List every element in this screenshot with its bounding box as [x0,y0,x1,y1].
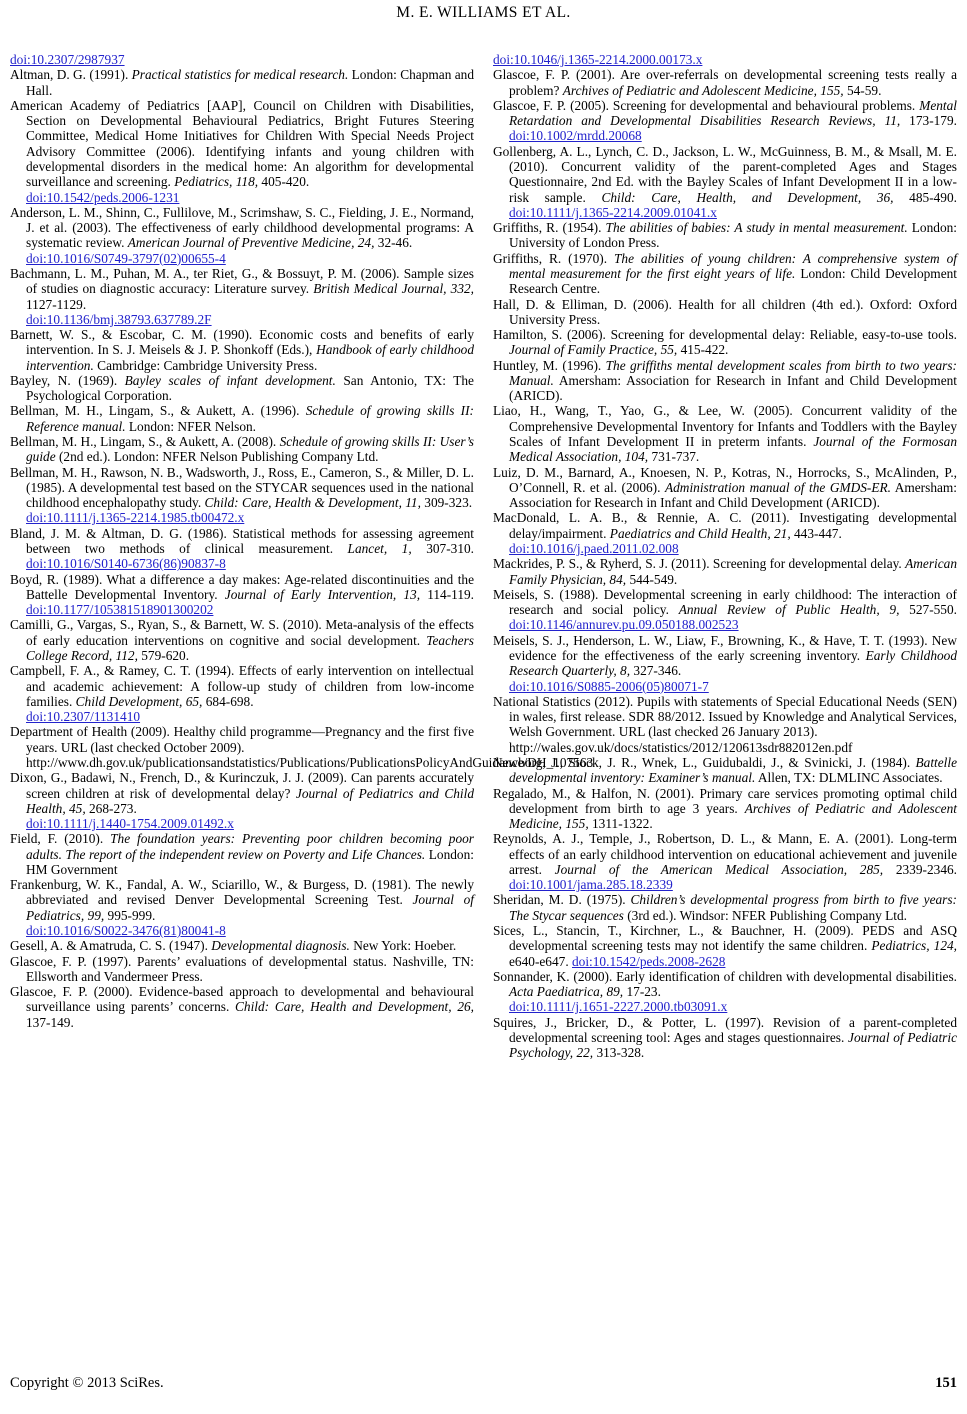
reference-text: 1311-1322. [588,816,653,832]
reference-title-italic: Child Development, 65, [75,693,203,709]
reference-text: Sices, L., Stancin, T., Kirchner, L., & Bauchner, H. (2009). PEDS and ASQ developmental screening tests may not identify the same children. [493,923,957,954]
reference-entry [10,572,474,618]
reference-title-italic: Early Childhood Research Quarterly, 8, [509,647,958,679]
reference-text: 443-447. [790,525,842,541]
reference-entry [10,403,474,434]
reference-entry [493,892,957,923]
reference-title-italic: American Journal of Preventive Medicine, 24, [127,235,375,251]
reference-text: London: Chapman and Hall. [26,67,474,98]
copyright-notice: Copyright © 2013 SciRes. [10,1375,164,1391]
reference-entry [493,633,957,694]
reference-text: Boyd, R. (1989). What a difference a day makes: Age-related discontinuities and the Battelle Developmental Inventory. [10,571,474,602]
reference-text: 544-549. [626,571,678,587]
reference-text: Reynolds, A. J., Temple, J., Robertson, D. L., & Mann, E. A. (2001). Long-term effects of an early childhood intervention on educational achievement and juvenile arrest. [493,831,957,877]
reference-text: 527-550. [899,602,957,618]
reference-entry [10,373,474,404]
doi-continuation-line [10,52,474,67]
reference-title-italic: Handbook of early childhood intervention. [26,342,474,373]
reference-entry [493,251,957,297]
page-footer [10,1375,957,1392]
doi-link[interactable]: doi:10.1016/S0749-3797(02)00655-4 [26,250,226,266]
reference-text: Glascoe, F. P. (2001). Are over-referrals on developmental screening tests really a problem? [493,67,957,98]
reference-title-italic: Journal of the American Medical Association, 285, [554,861,884,877]
reference-title-italic: Bayley scales of infant development. [124,372,336,388]
reference-title-italic: Children’s developmental progress from birth to five years: The Stycar sequences [509,892,957,923]
reference-text: Bellman, M. H., Lingam, S., & Aukett, A. (2008). [10,434,280,450]
doi-link[interactable]: doi:10.1136/bmj.38793.637789.2F [26,311,212,327]
reference-entry [10,98,474,205]
reference-text: Luiz, D. M., Barnard, A., Knoesen, N. P., Kotras, N., Horrocks, S., McAlinden, P., O’Connell, R. et al. (2006). [493,464,957,495]
reference-title-italic: Pediatrics, 124, [871,938,958,954]
reference-title-italic: Journal of Pediatric Psychology, 22, [509,1030,957,1061]
reference-title-italic: Journal of Family Practice, 55, [509,342,678,358]
reference-text: Griffiths, R. (1954). [493,220,606,236]
reference-entry [493,923,957,969]
reference-text: Frankenburg, W. K., Fandal, A. W., Sciarillo, W., & Burgess, D. (1981). The newly abbreviated and revised Denver Developmental Screening Test. [10,877,474,908]
reference-title-italic: Child: Care, Health, and Development, 36, [601,189,894,205]
reference-text: Amersham: Association for Research in Infant and Child Development (ARICD). [509,479,958,511]
reference-text: London: HM Government [26,846,474,877]
reference-entry [493,327,957,358]
reference-entry [493,786,957,832]
doi-link[interactable]: doi:10.1001/jama.285.18.2339 [509,877,673,893]
reference-text: 54-59. [843,82,882,98]
reference-text: 32-46. [374,235,413,251]
reference-entry [10,938,474,953]
reference-text: Bellman, M. H., Lingam, S., & Aukett, A. (1996). [10,403,306,419]
reference-text: London: Child Development Research Centre. [509,265,957,297]
reference-text: Glascoe, F. P. (1997). Parents’ evaluations of developmental status. Nashville, TN: Ellsworth and Vandermeer Press. [10,953,474,984]
reference-entry [493,465,957,511]
reference-url: http://wales.gov.uk/docs/statistics/2012/120613sdr882012en.pdf [509,739,853,755]
doi-link[interactable]: doi:10.1111/j.1651-2227.2000.tb03091.x [509,999,728,1015]
reference-entry [493,67,957,98]
reference-text: 485-490. [893,189,957,205]
reference-entry [10,724,594,770]
reference-title-italic: Journal of Early Intervention, 13, [224,586,421,602]
reference-text: (2nd ed.). London: NFER Nelson Publishing Company Ltd. [55,449,379,465]
reference-title-italic: Battelle developmental inventory: Examiner’s manual. [509,754,957,786]
reference-text: 2339-2346. [883,861,957,877]
reference-text: Altman, D. G. (1991). [10,67,132,83]
reference-title-italic: Child: Care, Health & Development, 11, [204,495,421,511]
reference-text: 307-310. [411,541,475,556]
reference-entry [493,969,957,1015]
doi-continuation-line [493,52,957,67]
reference-title-italic: Schedule of growing skills II: Reference manual. [26,403,474,434]
reference-text: Glascoe, F. P. (2000). Evidence-based approach to developmental and behavioural surveillance using parents’ concerns. [10,984,474,1015]
reference-text: Gesell, A. & Amatruda, C. S. (1947). [10,938,212,954]
reference-text: New York: Hoeber. [349,938,457,954]
reference-text: 731-737. [648,449,700,465]
reference-title-italic: Schedule of growing skills II: User’s guide [26,434,474,465]
reference-entry [10,770,474,831]
reference-entry [493,144,957,220]
reference-text: (3rd ed.). Windsor: NFER Publishing Company Ltd. [623,907,908,923]
doi-link[interactable]: doi:10.2307/1131410 [26,709,141,725]
doi-link[interactable]: doi:10.1177/105381518901300202 [26,602,214,618]
reference-text: 313-328. [593,1045,645,1061]
reference-text: Campbell, F. A., & Ramey, C. T. (1994). Effects of early intervention on intellectual and academic achievement: A follow-up study of children from low-income families. [10,663,474,709]
reference-text: Newborg, J., Stock, J. R., Wnek, L., Guidubaldi, J., & Svinicki, J. (1984). [493,754,916,770]
reference-entry [493,297,957,328]
reference-text: Glascoe, F. P. (2005). Screening for developmental and behavioural problems. [493,97,920,113]
reference-text: Camilli, G., Vargas, S., Ryan, S., & Barnett, W. S. (2010). Meta-analysis of the effects of early education interventions on cognitive and social development. [10,617,474,648]
reference-text: San Antonio, TX: The Psychological Corporation. [26,372,474,404]
reference-text: Dixon, G., Badawi, N., French, D., & Kurinczuk, J. J. (2009). Can parents accurately screen children at risk of developmental delay? [10,770,474,801]
doi-link[interactable]: doi:10.1111/j.1440-1754.2009.01492.x [26,816,234,832]
reference-title-italic: Journal of Pediatrics and Child Health, 45, [26,785,474,816]
reference-title-italic: Administration manual of the GMDS-ER. [664,479,891,495]
reference-text: London: University of London Press. [509,220,958,251]
reference-text: Amersham: Association for Research in Infant and Child Development (ARICD). [509,372,957,404]
reference-text: Hall, D. & Elliman, D. (2006). Health for all children (4th ed.). Oxford: Oxford University Press. [493,296,957,327]
reference-text: Meisels, S. (1988). Developmental screening in early childhood: The interaction of research and social policy. [493,586,957,618]
doi-link[interactable]: doi:10.1016/S0885-2006(05)80071-7 [509,678,709,694]
reference-text: 1127-1129. [26,296,87,312]
doi-link[interactable]: doi:10.1542/peds.2006-1231 [26,189,180,205]
reference-text: Bellman, M. H., Rawson, N. B., Wadsworth, J., Ross, E., Cameron, S., & Miller, D. L. (1985). A developmental test based on the STYCAR sequences used in the national childhood encephalopathy study. [10,464,474,511]
reference-text: 268-273. [85,800,137,816]
reference-text: Liao, H., Wang, T., Yao, G., & Lee, W. (2005). Concurrent validity of the Comprehensive Developmental Inventory for Infants and Toddlers with the Bayley Scales of Infant Development II in preterm infants. [493,403,957,450]
reference-entry [10,465,474,526]
reference-entry [10,67,474,98]
reference-text: 684-698. [202,693,254,709]
reference-text: Gollenberg, A. L., Lynch, C. D., Jackson, L. W., McGuinness, B. M., & Msall, M. E. (2010). Concurrent validity of the parent-completed Ages and Stages Questionnaire, 2nd Ed. with the Bayley Scales of Infant Development II in a low-risk sample. [493,143,957,205]
reference-title-italic: Teachers College Record, 112, [26,632,474,663]
doi-link[interactable]: doi:10.1111/j.1365-2214.1985.tb00472.x [26,510,245,526]
doi-link[interactable]: doi:10.1146/annurev.pu.09.050188.002523 [509,617,739,633]
reference-text: 17-23. [623,984,661,1000]
reference-text: American Academy of Pediatrics [AAP], Council on Children with Disabilities, Section on Developmental Behavioural Pediatrics, Bright Futures Steering Committee, Medical Home Initiatives for Children With Special Needs Project Advisory Committee (2006). Identifying infants and young children with developmental disorders in the medical home: An algorithm for developmental surveillance and screening. [10,97,474,190]
reference-title-italic: Developmental diagnosis. [211,938,350,954]
reference-entry [10,663,474,724]
reference-title-italic: Pediatrics, 118, [174,174,259,190]
reference-title-italic: Child: Care, Health and Development, 26, [235,999,474,1015]
reference-title-italic: Practical statistics for medical research. [131,67,349,83]
reference-text: 405-420. [258,174,310,190]
reference-url: http://www.dh.gov.uk/publicationsandstatistics/Publications/PublicationsPolicyAndGuidance/DH_107563 [26,754,594,770]
reference-title-italic: Archives of Pediatric and Adolescent Medicine, 155, [509,800,957,832]
reference-text: 327-346. [630,663,682,679]
reference-title-italic: Lancet, 1, [347,541,412,556]
reference-text: Mackrides, P. S., & Ryherd, S. J. (2011). Screening for developmental delay. [493,556,906,572]
reference-title-italic: British Medical Journal, 332, [313,281,474,297]
reference-text: Cambridge: Cambridge University Press. [93,357,318,373]
reference-entry [493,587,957,633]
reference-entry [10,984,474,1030]
doi-link[interactable]: doi:10.1111/j.1365-2214.2009.01041.x [509,204,717,220]
reference-title-italic: The abilities of young children: A comprehensive system of mental measurement for the first eight years of life. [509,250,957,281]
reference-title-italic: The abilities of babies: A study in mental measurement. [605,220,908,236]
reference-text: 309-323. [420,495,473,511]
reference-title-italic: Mental Retardation and Developmental Disabilities Research Reviews, 11, [509,97,957,129]
reference-entry [10,266,474,327]
reference-entry [10,877,474,938]
reference-text: Bayley, N. (1969). [10,372,125,388]
reference-entry [10,205,474,266]
reference-text: Allen, TX: DLMLINC Associates. [755,770,943,786]
reference-title-italic: American Family Physician, 84, [509,556,957,587]
reference-entry [493,358,957,404]
reference-text: Bachmann, L. M., Puhan, M. A., ter Riet, G., & Bossuyt, P. M. (2006). Sample sizes of studies on diagnostic accuracy: Literature survey. [10,265,474,297]
reference-entry [493,403,957,464]
reference-text: Sheridan, M. D. (1975). [493,892,631,908]
reference-entry [10,526,474,572]
reference-title-italic: Archives of Pediatric and Adolescent Medicine, 155, [562,82,844,98]
reference-entry [493,1015,957,1061]
reference-text: 137-149. [26,1014,74,1030]
reference-text: Griffiths, R. (1970). [493,250,614,266]
reference-text: e640-e647. [509,953,572,969]
reference-text: Meisels, S. J., Henderson, L. W., Liaw, F., Browning, K., & Have, T. T. (1993). New evidence for the effectiveness of the early screening inventory. [493,632,957,663]
reference-text: 173-179. [900,113,957,129]
reference-text: Hamilton, S. (2006). Screening for developmental delay: Reliable, easy-to-use tools. [493,327,957,343]
reference-text: Department of Health (2009). Healthy child programme—Pregnancy and the first five years. URL (last checked October 2009). [10,724,474,755]
reference-entry [493,694,957,755]
reference-title-italic: Annual Review of Public Health, 9, [678,602,900,618]
reference-entry [493,556,957,587]
reference-text: 415-422. [677,342,729,358]
reference-text: 114-119. [420,586,475,602]
reference-text: 995-999. [104,907,156,923]
reference-text: National Statistics (2012). Pupils with statements of Special Educational Needs (SEN) in wales, first release. SDR 88/2012. Issued by Knowledge and Analytical Services, Welsh Government. URL (last checked 26 January 2013). [493,693,957,740]
reference-text: MacDonald, L. A. B., & Rennie, A. C. (2011). Investigating developmental delay/impairment. [493,510,957,541]
doi-link[interactable]: doi:10.1016/S0022-3476(81)80041-8 [26,923,226,939]
running-head: M. E. WILLIAMS ET AL. [396,4,571,21]
reference-entry [493,831,957,892]
reference-text: Field, F. (2010). [10,831,111,847]
doi-link[interactable]: doi:10.1002/mrdd.20068 [509,128,642,144]
reference-text: 579-620. [137,647,190,663]
reference-text: Anderson, L. M., Shinn, C., Fullilove, M., Scrimshaw, S. C., Fielding, J. E., Normand, J. et al. (2003). The effectiveness of early childhood developmental programs: A systematic review. [10,204,474,251]
reference-entry [10,617,474,663]
reference-entry [493,755,957,786]
page-number: 151 [935,1375,957,1391]
reference-entry [10,434,474,465]
reference-title-italic: Journal of Pediatrics, 99, [26,892,474,923]
reference-entry [10,327,474,373]
reference-text: Barnett, W. S., & Escobar, C. M. (1990). Economic costs and benefits of early intervention. In S. J. Meisels & J. P. Shonkoff (Eds.), [10,327,474,358]
reference-text: Regalado, M., & Halfon, N. (2001). Primary care services promoting optimal child development from birth to age 3 years. [493,785,957,816]
reference-entry [10,954,474,985]
reference-column-right [493,52,957,1322]
reference-title-italic: Journal of the Formosan Medical Association, 104, [509,434,957,465]
reference-entry [10,831,474,877]
doi-link[interactable]: doi:10.1046/j.1365-2214.2000.00173.x [493,52,703,67]
two-column-body [10,52,957,1322]
reference-text: Bland, J. M. & Altman, D. G. (1986). Statistical methods for assessing agreement between two methods of clinical measurement. [10,525,474,556]
doi-link[interactable]: doi:10.1542/peds.2008-2628 [572,953,726,969]
reference-entry [493,220,957,251]
reference-entry [493,98,957,144]
reference-text: Squires, J., Bricker, D., & Potter, L. (1997). Revision of a parent-completed developmental screening tool: Ages and stages questionnaires. [493,1014,957,1045]
reference-title-italic: Acta Paediatrica, 89, [509,984,624,1000]
doi-link[interactable]: doi:10.2307/2987937 [10,52,125,67]
doi-link[interactable]: doi:10.1016/S0140-6736(86)90837-8 [26,556,226,572]
reference-text: Huntley, M. (1996). [493,357,606,373]
reference-title-italic: The foundation years: Preventing poor children becoming poor adults. The report of the independent review on Poverty and Life Chances. [26,831,474,862]
reference-text: London: NFER Nelson. [125,418,257,434]
reference-text: Sonnander, K. (2000). Early identification of children with developmental disabilities. [493,968,957,984]
reference-title-italic: The griffiths mental development scales from birth to two years: Manual. [509,357,957,388]
doi-link[interactable]: doi:10.1016/j.paed.2011.02.008 [509,541,679,556]
reference-title-italic: Paediatrics and Child Health, 21, [609,525,791,541]
reference-entry [493,510,957,556]
